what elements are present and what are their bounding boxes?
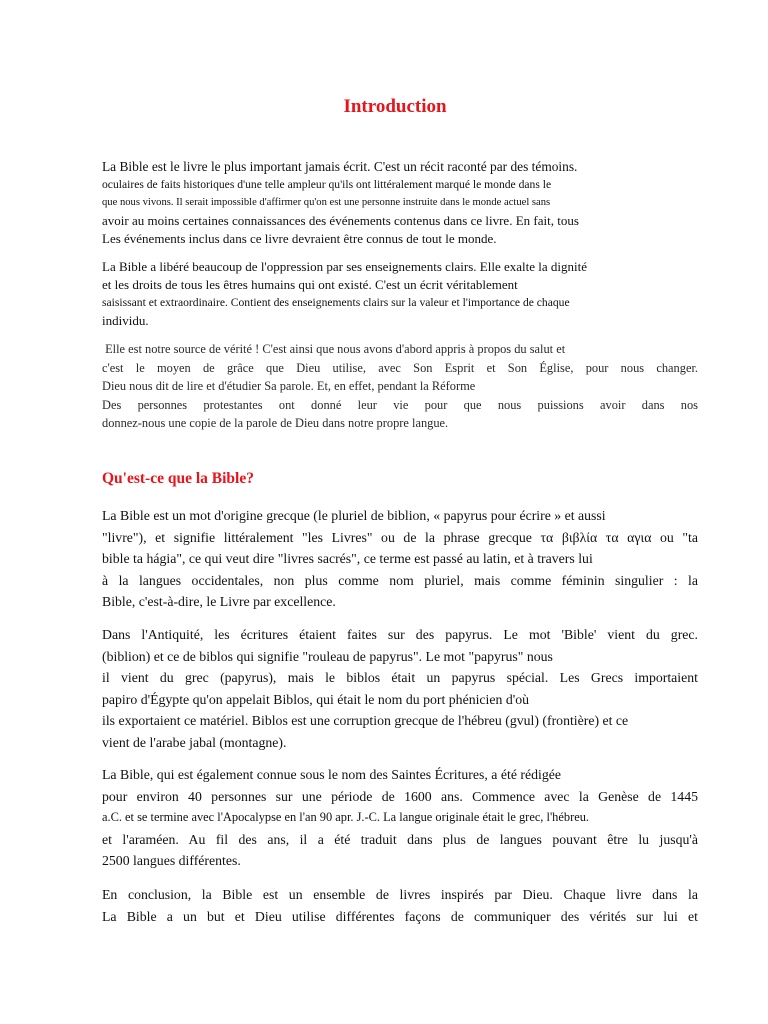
text-line: Dieu nous dit de lire et d'étudier Sa parole. Et, en effet, pendant la Réforme — [102, 379, 476, 393]
text-line: saisissant et extraordinaire. Contient des enseignements clairs sur la valeur et l'importance de chaque — [102, 296, 570, 309]
text-line: à la langues occidentales, non plus comme nom pluriel, mais comme féminin singulier : la — [102, 572, 698, 588]
text-line: La Bible est un mot d'origine grecque (le pluriel de biblion, « papyrus pour écrire » et aussi — [102, 508, 606, 523]
text-line: Bible, c'est-à-dire, le Livre par excellence. — [102, 594, 336, 609]
page-title: Introduction — [343, 96, 447, 117]
text-line: La Bible est le livre le plus important jamais écrit. C'est un récit raconté par des témoins. — [102, 159, 578, 174]
text-line: Dans l'Antiquité, les écritures étaient faites sur des papyrus. Le mot 'Bible' vient du grec. — [102, 627, 698, 642]
text-line: ils exportaient ce matériel. Biblos est une corruption grecque de l'hébreu (gvul) (frontière) et ce — [102, 713, 629, 729]
text-line: En conclusion, la Bible est un ensemble de livres inspirés par Dieu. Chaque livre dans la — [102, 887, 698, 902]
section-heading: Qu'est-ce que la Bible? — [102, 470, 254, 487]
text-line: papiro d'Égypte qu'on appelait Biblos, qui était le nom du port phénicien d'où — [102, 691, 530, 707]
text-line: c'est le moyen de grâce que Dieu utilise, avec Son Esprit et Son Église, pour nous changer. — [102, 360, 698, 375]
text-line: vient de l'arabe jabal (montagne). — [102, 734, 287, 750]
text-line: La Bible, qui est également connue sous le nom des Saintes Écritures, a été rédigée — [102, 767, 561, 782]
text-line: donnez-nous une copie de la parole de Dieu dans notre propre langue. — [102, 416, 449, 430]
text-line: oculaires de faits historiques d'une telle ampleur qu'ils ont littéralement marqué le monde dans le — [102, 178, 552, 191]
text-line: bible ta hágia", ce qui veut dire "livres sacrés", ce terme est passé au latin, et à travers lui — [102, 551, 593, 566]
text-line: a.C. et se termine avec l'Apocalypse en l'an 90 apr. J.-C. La langue originale était le grec, l'hébreu. — [102, 810, 589, 825]
section-paragraph-2 — [102, 624, 698, 754]
text-line: pour environ 40 personnes sur une période de 1600 ans. Commence avec la Genèse de 1445 — [102, 788, 698, 804]
section-paragraph-4 — [102, 884, 698, 928]
text-line: avoir au moins certaines connaissances des événements contenus dans ce livre. En fait, tous — [102, 213, 579, 228]
section-paragraph-3 — [102, 764, 698, 872]
text-line: La Bible a libéré beaucoup de l'oppression par ses enseignements clairs. Elle exalte la dignité — [102, 259, 587, 274]
intro-paragraph-3 — [102, 340, 698, 433]
text-line: La Bible a un but et Dieu utilise différentes façons de communiquer des vérités sur lui et — [102, 908, 698, 924]
text-line: Des personnes protestantes ont donné leur vie pour que nous puissions avoir dans nos — [102, 397, 698, 412]
text-line: (biblion) et ce de biblos qui signifie "rouleau de papyrus". Le mot "papyrus" nous — [102, 648, 553, 664]
intro-paragraph-2 — [102, 258, 698, 330]
text-line: et les droits de tous les êtres humains qui ont existé. C'est un écrit véritablement — [102, 277, 518, 292]
intro-paragraph-1 — [102, 158, 698, 248]
text-line: il vient du grec (papyrus), mais le biblos était un papyrus spécial. Les Grecs importaient — [102, 670, 698, 686]
text-line: que nous vivons. Il serait impossible d'affirmer qu'on est une personne instruite dans le monde actuel sans — [102, 197, 551, 208]
text-line: Elle est notre source de vérité ! C'est ainsi que nous avons d'abord appris à propos du salut et — [102, 342, 566, 356]
text-line: et l'araméen. Au fil des ans, il a été traduit dans plus de langues pouvant être lu jusqu'à — [102, 831, 698, 847]
text-line: Les événements inclus dans ce livre devraient être connus de tout le monde. — [102, 231, 497, 246]
text-line: individu. — [102, 313, 149, 328]
text-line: "livre"), et signifie littéralement "les Livres" ou de la phrase grecque τα βιβλία τα αγια ou "ta — [102, 529, 698, 545]
text-line: 2500 langues différentes. — [102, 853, 241, 869]
section-paragraph-1 — [102, 505, 698, 613]
